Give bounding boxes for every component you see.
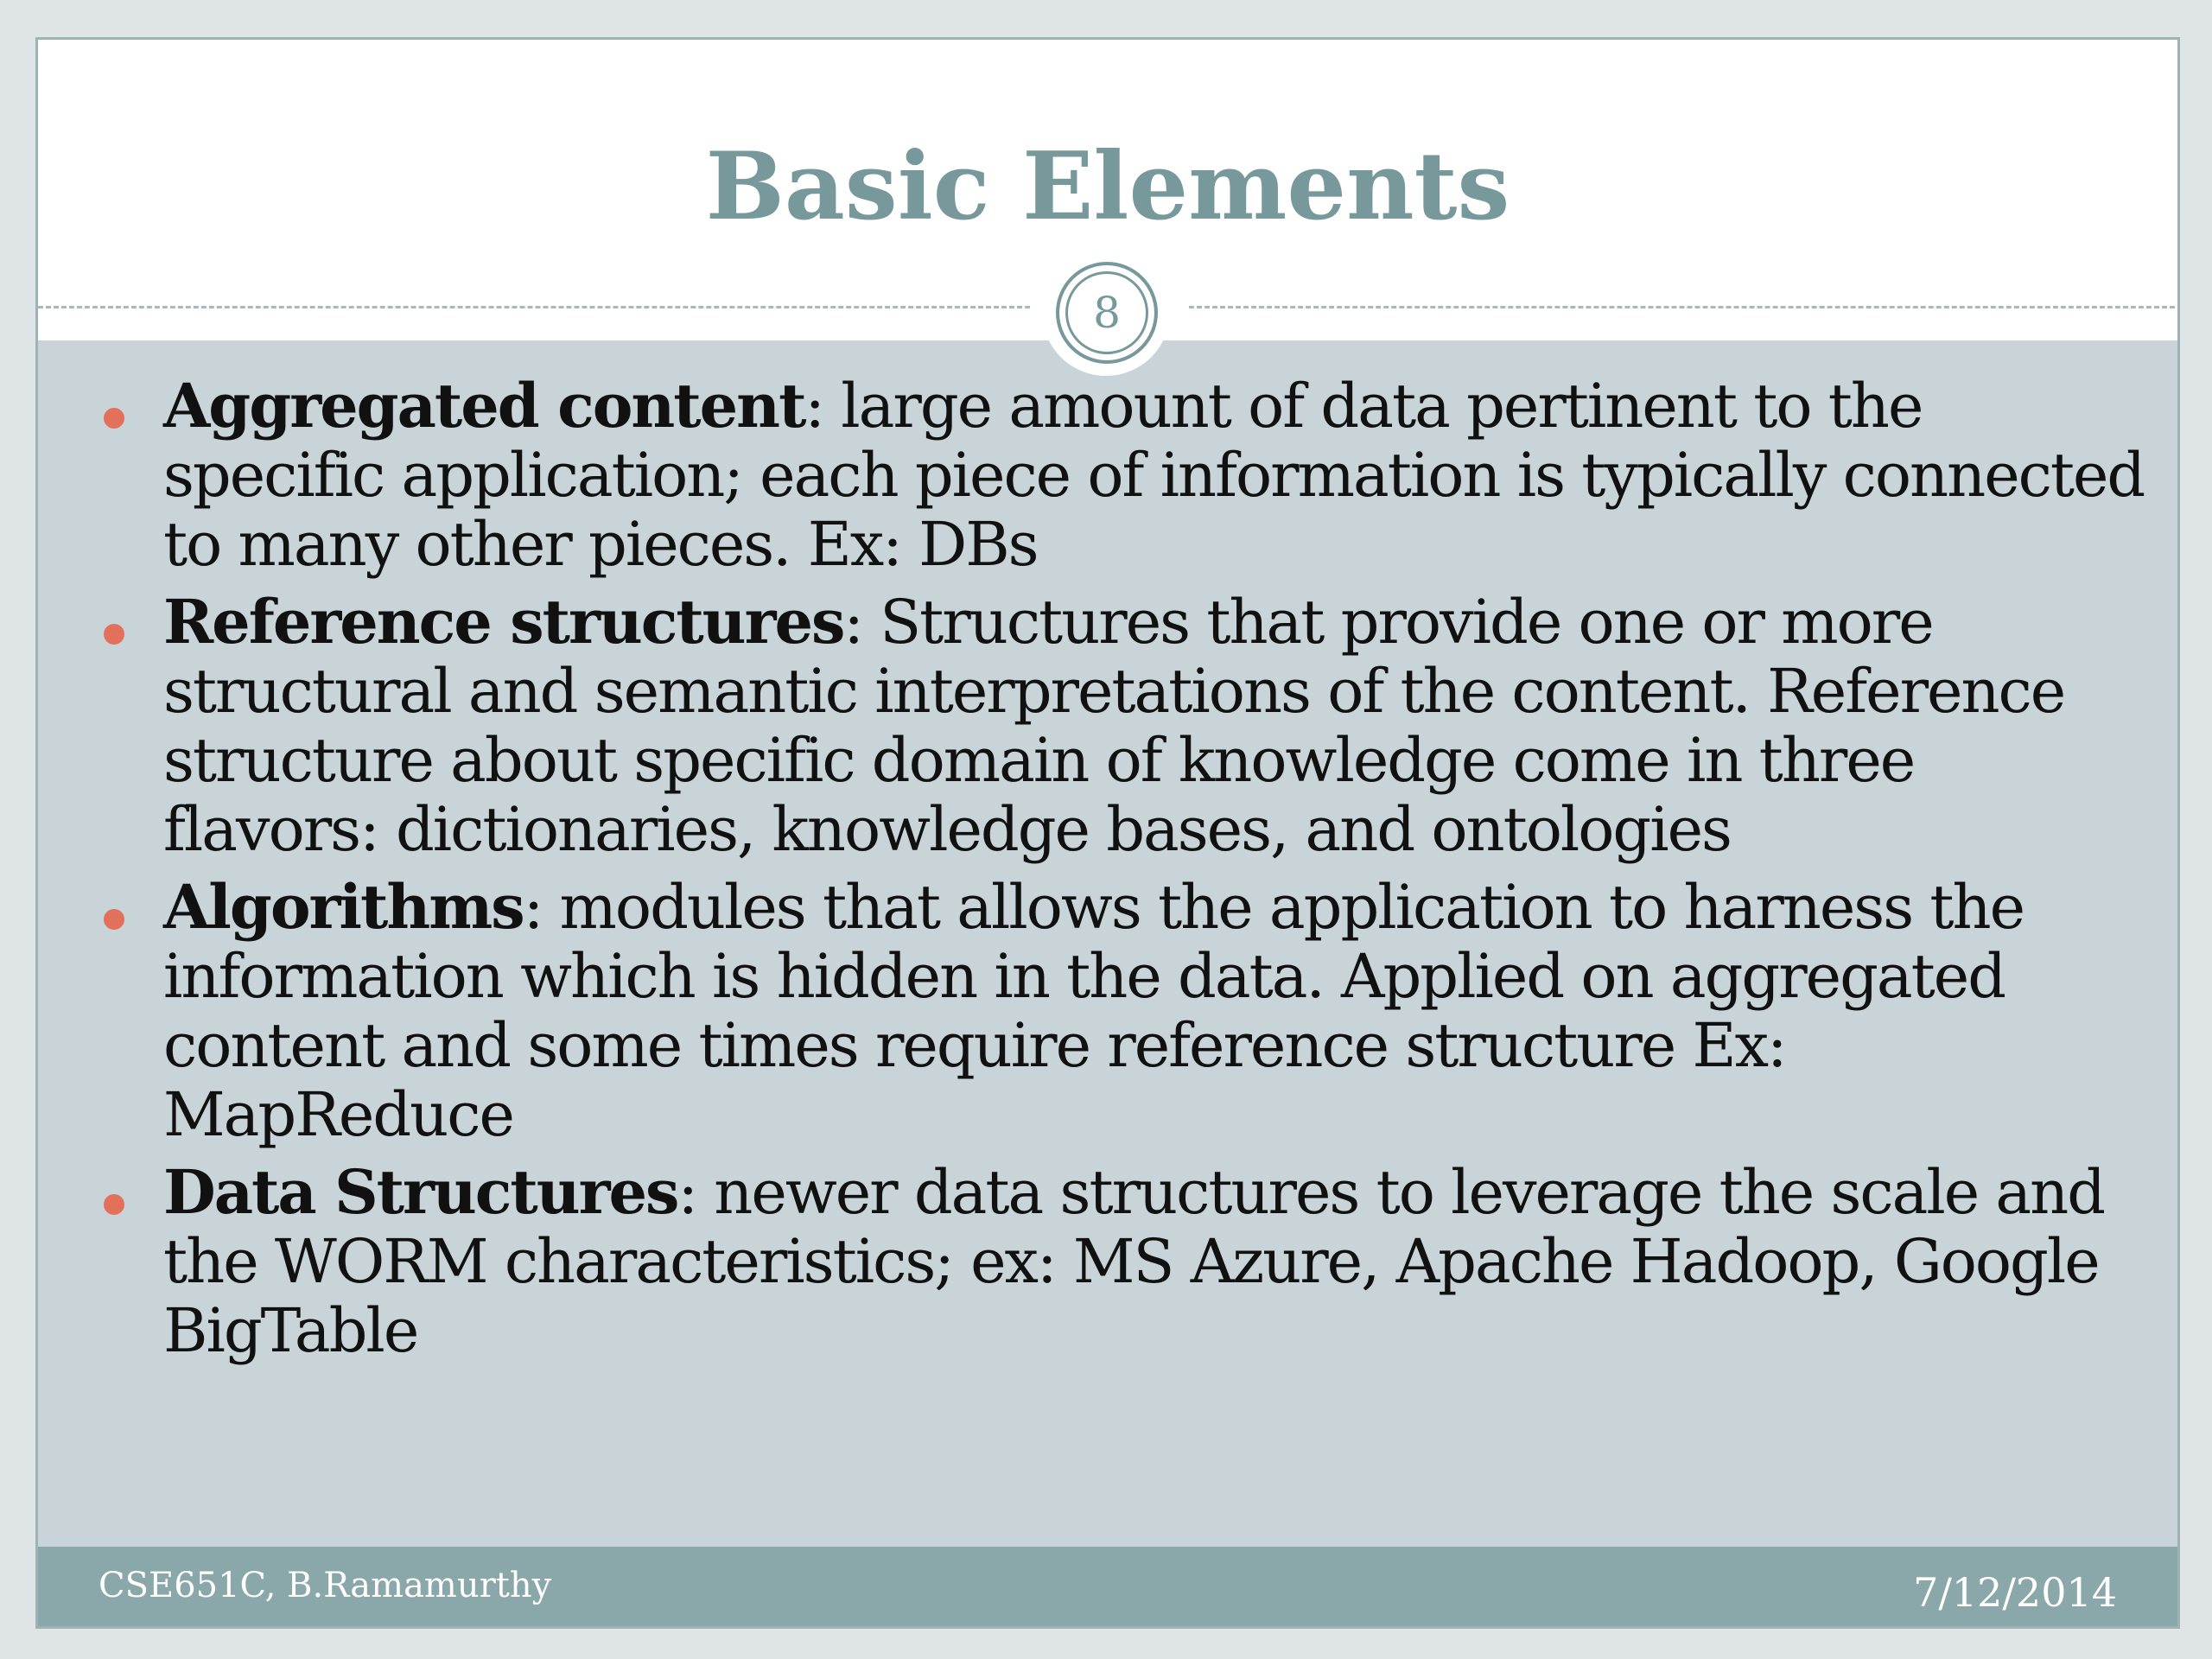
bullet-text	[163, 372, 2146, 579]
bullet-text	[163, 588, 2146, 864]
bullet-data-structures	[38, 1158, 2177, 1365]
bullet-dot-icon	[104, 1194, 124, 1215]
footer-author: CSE651C, B.Ramamurthy	[99, 1566, 552, 1605]
bullet-description: : newer data structures to leverage the scale and the WORM characteristics; ex: MS Azure, Apache Hadoop, Google BigTable	[163, 1157, 2105, 1366]
slide	[35, 37, 2180, 1629]
bullet-dot-icon	[104, 408, 124, 429]
header-divider-left	[38, 306, 1030, 308]
bullet-text	[163, 873, 2146, 1149]
bullet-term: Data Structures	[163, 1156, 678, 1228]
bullet-description: : large amount of data pertinent to the specific application; each piece of information is typically connected to many other pieces. Ex: DBs	[163, 371, 2145, 580]
bullet-description: : modules that allows the application to harness the information which is hidden in the data. Applied on aggregated content and some times require reference structure Ex: MapReduce	[163, 872, 2024, 1150]
slide-title: Basic Elements	[705, 132, 1510, 241]
bullet-description: : Structures that provide one or more structural and semantic interpretations of the content. Reference structure about specific domain of knowledge come in three flavors: dictionaries, knowledge bases, and ontologies	[163, 587, 2065, 865]
bullet-term: Reference structures	[163, 586, 844, 658]
bullet-aggregated-content	[38, 372, 2177, 579]
bullet-term: Algorithms	[163, 871, 524, 943]
bullet-algorithms	[38, 873, 2177, 1149]
bullet-reference-structures	[38, 588, 2177, 864]
bullet-dot-icon	[104, 624, 124, 645]
slide-footer	[38, 1547, 2177, 1626]
bullet-list	[38, 372, 2177, 1374]
header-divider-right	[1189, 306, 2180, 308]
page-number: 8	[1056, 262, 1158, 364]
footer-date: 7/12/2014	[1913, 1569, 2117, 1616]
bullet-term: Aggregated content	[163, 370, 805, 442]
page-number-badge	[1042, 248, 1170, 376]
bullet-text	[163, 1158, 2146, 1365]
bullet-dot-icon	[104, 909, 124, 930]
